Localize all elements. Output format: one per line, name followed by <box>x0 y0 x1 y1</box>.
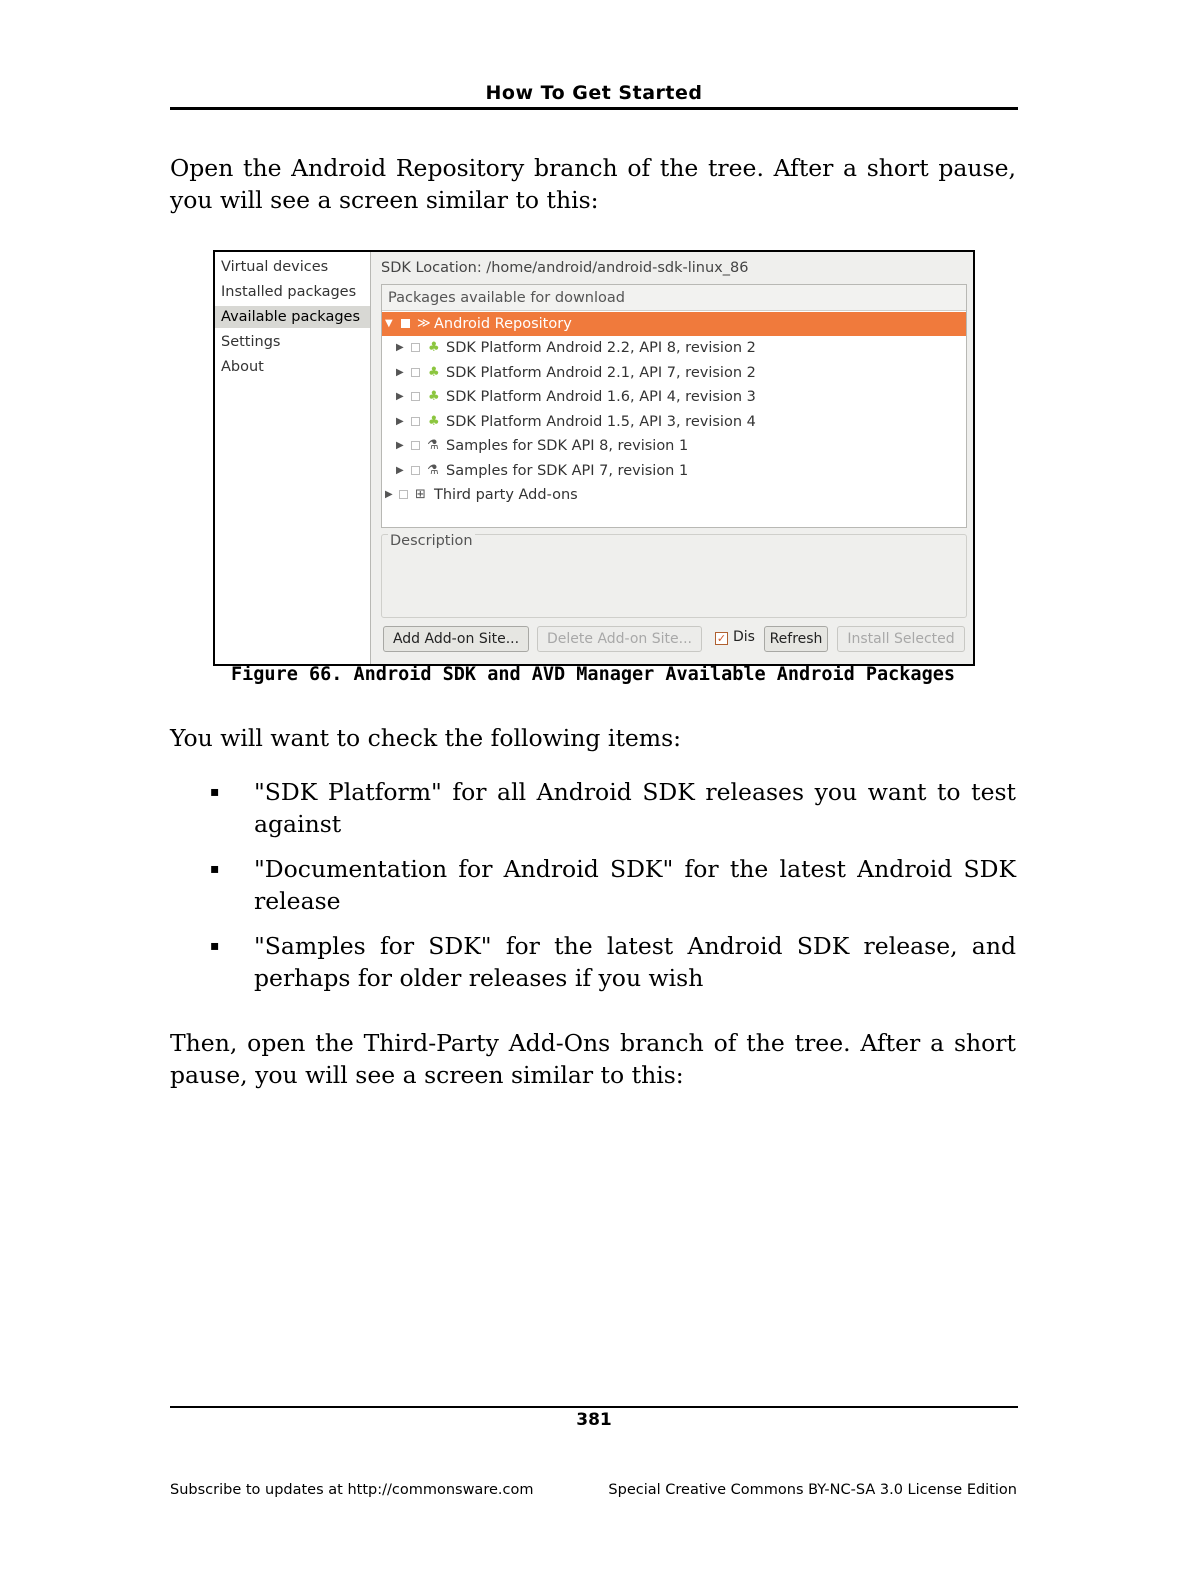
sidebar-item-virtual-devices[interactable]: Virtual devices <box>221 259 329 275</box>
expand-right-icon[interactable]: ▶ <box>396 391 404 402</box>
footer-license: Special Creative Commons BY-NC-SA 3.0 License Edition <box>608 1482 1017 1498</box>
sidebar-item-available-packages[interactable]: Available packages <box>215 306 370 328</box>
display-checkbox[interactable]: ✓ <box>716 632 727 645</box>
row-checkbox[interactable] <box>411 466 420 475</box>
expand-down-icon[interactable]: ▼ <box>385 318 393 329</box>
sidebar-item-installed-packages[interactable]: Installed packages <box>221 284 357 300</box>
row-label: Android Repository <box>434 316 572 332</box>
samples-flask-icon: ⚗ <box>427 438 439 453</box>
bullet-icon: ▪ <box>210 861 220 877</box>
list-item: ▪ "Documentation for Android SDK" for the latest Android SDK release <box>210 855 1016 915</box>
row-label: Samples for SDK API 8, revision 1 <box>446 438 689 454</box>
add-addon-site-button[interactable]: Add Add-on Site... <box>383 626 529 652</box>
packages-header: Packages available for download <box>382 285 966 311</box>
tree-row[interactable] <box>382 410 966 434</box>
row-checkbox[interactable] <box>401 319 410 328</box>
android-icon: ♣ <box>428 414 440 429</box>
android-icon: ♣ <box>428 365 440 380</box>
sidebar-item-about[interactable]: About <box>221 359 264 375</box>
description-title: Description <box>390 533 473 549</box>
description-panel <box>381 534 967 618</box>
install-selected-button[interactable]: Install Selected <box>837 626 965 652</box>
display-checkbox-label: Dis <box>733 629 755 645</box>
row-label: SDK Platform Android 1.6, API 4, revision 3 <box>446 389 756 405</box>
tree-row-android-repository[interactable] <box>382 312 966 336</box>
expand-right-icon[interactable]: ▶ <box>396 465 404 476</box>
expand-right-icon[interactable]: ▶ <box>396 367 404 378</box>
row-label: Samples for SDK API 7, revision 1 <box>446 463 689 479</box>
header-rule <box>170 107 1018 110</box>
row-checkbox[interactable] <box>411 441 420 450</box>
repository-icon: ≫ <box>417 316 431 331</box>
row-checkbox[interactable] <box>411 343 420 352</box>
expand-right-icon[interactable]: ▶ <box>396 440 404 451</box>
sdk-location: SDK Location: /home/android/android-sdk-linux_86 <box>381 260 749 276</box>
row-checkbox[interactable] <box>411 392 420 401</box>
android-icon: ♣ <box>428 389 440 404</box>
bullet-icon: ▪ <box>210 784 220 800</box>
addons-icon: ⊞ <box>415 487 426 502</box>
expand-right-icon[interactable]: ▶ <box>385 489 393 500</box>
samples-flask-icon: ⚗ <box>427 463 439 478</box>
page-number: 381 <box>576 1410 612 1430</box>
row-checkbox[interactable] <box>399 490 408 499</box>
row-label: SDK Platform Android 2.1, API 7, revision 2 <box>446 365 756 381</box>
row-label: Third party Add-ons <box>434 487 578 503</box>
list-item: ▪ "Samples for SDK" for the latest Android SDK release, and perhaps for older releases if you wish <box>210 932 1016 992</box>
tree-row[interactable] <box>382 361 966 385</box>
row-label: SDK Platform Android 2.2, API 8, revision 2 <box>446 340 756 356</box>
delete-addon-site-button[interactable]: Delete Add-on Site... <box>537 626 702 652</box>
bullet-list <box>170 776 1016 1007</box>
tree-row[interactable] <box>382 459 966 483</box>
footer-rule <box>170 1406 1018 1408</box>
bullet-icon: ▪ <box>210 938 220 954</box>
refresh-button[interactable]: Refresh <box>764 626 828 652</box>
tree-row[interactable] <box>382 434 966 458</box>
intro-paragraph: Open the Android Repository branch of the tree. After a short pause, you will see a screen similar to this: <box>170 154 1016 214</box>
row-checkbox[interactable] <box>411 368 420 377</box>
tree-row[interactable] <box>382 336 966 360</box>
running-header: How To Get Started <box>485 82 703 104</box>
expand-right-icon[interactable]: ▶ <box>396 416 404 427</box>
row-label: SDK Platform Android 1.5, API 3, revision 4 <box>446 414 756 430</box>
row-checkbox[interactable] <box>411 417 420 426</box>
sidebar <box>215 252 371 664</box>
tree-row-third-party[interactable] <box>382 483 966 507</box>
sidebar-item-settings[interactable]: Settings <box>221 334 281 350</box>
tree-row[interactable] <box>382 385 966 409</box>
sdk-manager-screenshot <box>213 250 975 666</box>
list-item: ▪ "SDK Platform" for all Android SDK releases you want to test against <box>210 778 1016 838</box>
android-icon: ♣ <box>428 340 440 355</box>
check-items-paragraph: You will want to check the following items: <box>170 724 682 752</box>
expand-right-icon[interactable]: ▶ <box>396 342 404 353</box>
packages-tree <box>381 284 967 528</box>
then-paragraph: Then, open the Third-Party Add-Ons branch of the tree. After a short pause, you will see a screen similar to this: <box>170 1029 1016 1089</box>
figure-caption: Figure 66. Android SDK and AVD Manager Available Android Packages <box>231 664 955 685</box>
footer-subscribe: Subscribe to updates at http://commonsware.com <box>170 1482 534 1498</box>
